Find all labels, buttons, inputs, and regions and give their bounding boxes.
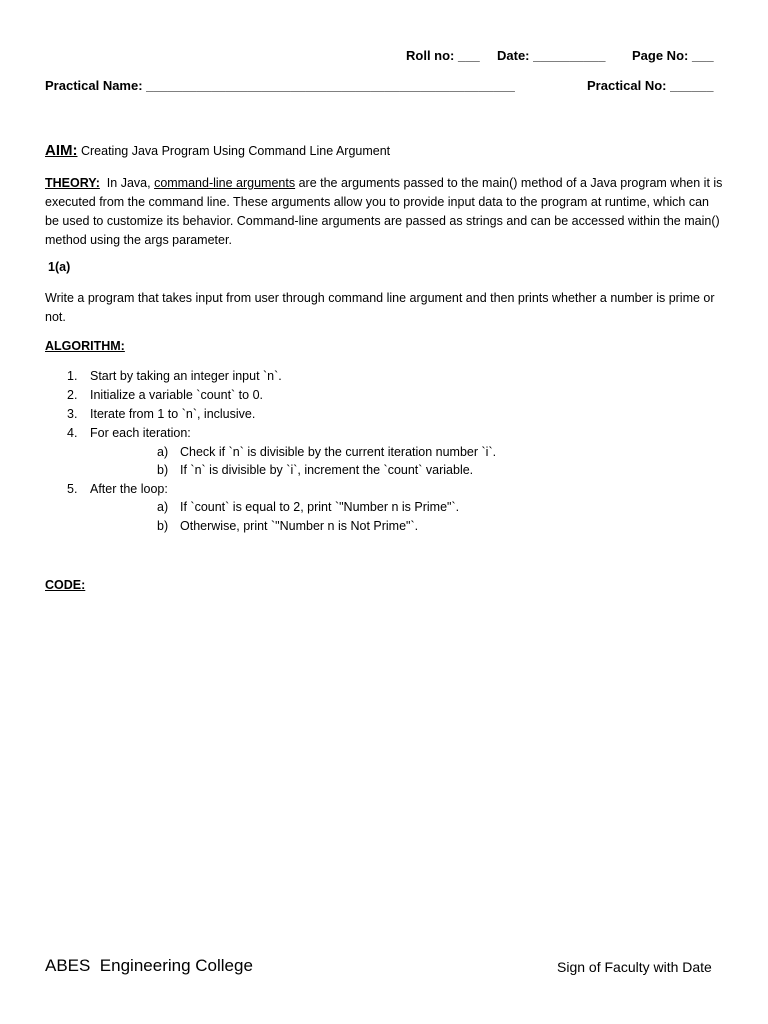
faculty-sign-label: Sign of Faculty with Date [557,959,712,975]
list-item-text: For each iteration: [90,426,191,440]
theory-underlined-term: command-line arguments [154,176,296,190]
list-item-text: Initialize a variable `count` to 0. [90,388,264,402]
sub-list-item-text: If `n` is divisible by `i`, increment the `count` variable. [180,463,474,477]
list-item-text: Iterate from 1 to `n`, inclusive. [90,407,256,421]
sub-list-item-text: Otherwise, print `"Number n is Not Prime"`. [180,519,419,533]
list-item-text: Start by taking an integer input `n`. [90,369,282,383]
aim-label: AIM: [45,142,78,159]
list-item-number: 1. [67,369,78,383]
list-item-number: 4. [67,426,78,440]
roll-no-field: Roll no: ___ [406,48,480,63]
theory-label: THEORY: [45,176,100,190]
aim-section [45,142,390,159]
page-no-field: Page No: ___ [632,48,714,63]
date-field: Date: __________ [497,48,606,63]
algorithm-title: ALGORITHM: [45,339,125,353]
list-item-number: 2. [67,388,78,402]
list-item-number: 5. [67,482,78,496]
sub-list-item-letter: a) [157,500,169,514]
list-item-number: 3. [67,407,78,421]
question-number: 1(a) [48,260,71,274]
theory-text-post: are the arguments passed to the main() method of a Java program when it is executed from the command line. These arguments allow you to provide input data to the program at runtime, which can be used to customize its behavior. Command-line arguments are passed as strings and can be accessed within the main() method using the args parameter. [45,176,723,247]
code-title: CODE: [45,578,86,592]
theory-text-pre: In Java, [99,176,155,190]
sub-list-item-text: If `count` is equal to 2, print `"Number n is Prime"`. [180,500,460,514]
sub-list-item-text: Check if `n` is divisible by the current iteration number `i`. [180,445,497,459]
college-name: ABES Engineering College [45,956,253,975]
question-text: Write a program that takes input from user through command line argument and then prints whether a number is prime or not. [45,291,715,324]
sub-list-item-letter: b) [157,519,169,533]
sub-list-item-letter: b) [157,463,169,477]
theory-section [45,174,725,250]
sub-list-item-letter: a) [157,445,169,459]
practical-no-field: Practical No: ______ [587,78,714,93]
practical-name-field: Practical Name: ___________________________________________________ [45,78,515,93]
aim-text: Creating Java Program Using Command Line Argument [77,144,391,158]
list-item-text: After the loop: [90,482,168,496]
